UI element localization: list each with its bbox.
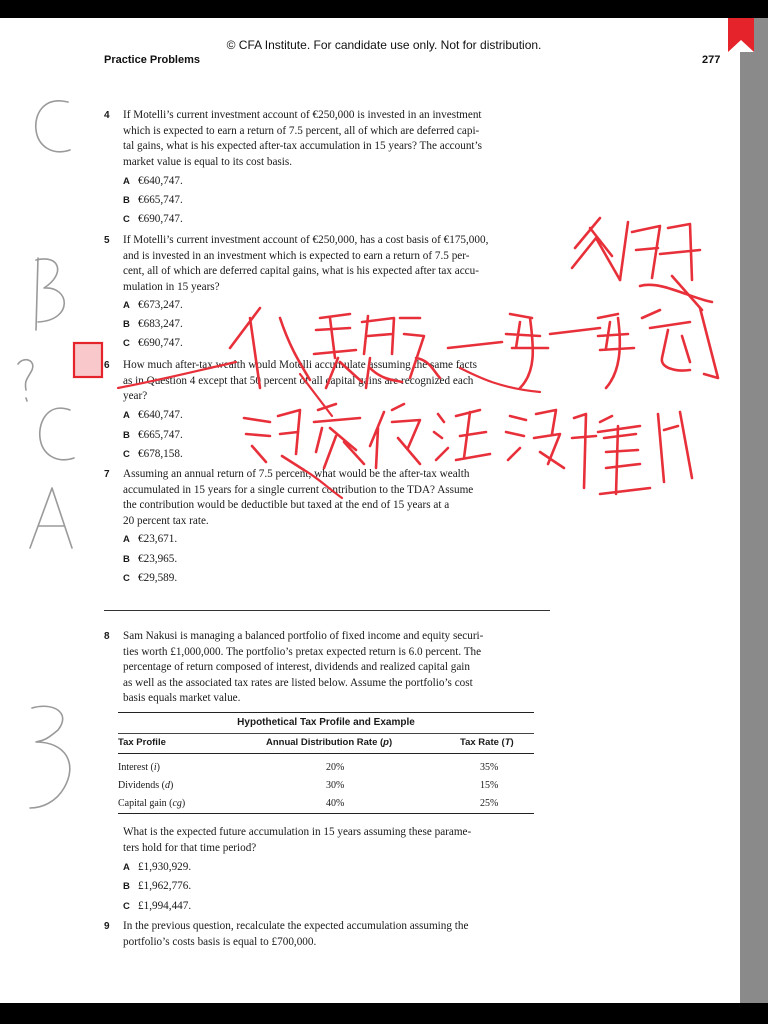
page-edge-gutter (740, 18, 768, 1003)
option-letter: B (123, 554, 130, 565)
question-number: 5 (104, 235, 110, 246)
stem-line: Assuming an annual return of 7.5 percent, what would be the after-tax wealth (123, 468, 470, 480)
question-stem (123, 233, 550, 295)
question-8 (104, 629, 550, 707)
option-c (123, 572, 177, 584)
option-text: €640,747. (138, 409, 183, 421)
stem-line: which is expected to earn a return of 7.5 percent, all of which are deferred capi- (123, 124, 480, 137)
question-6 (104, 358, 550, 405)
question-stem (123, 919, 550, 950)
document-page (0, 18, 740, 1003)
option-text: £1,994,447. (138, 900, 192, 912)
stem-line: 20 percent tax rate. (123, 514, 209, 527)
option-text: €23,671. (138, 533, 178, 545)
table-cell: 15% (480, 780, 499, 791)
margin-answer-a-q7 (30, 488, 72, 548)
table-header-tax-rate: Tax Rate (T) (460, 737, 514, 748)
option-letter: A (123, 176, 130, 187)
handwriting-line-1 (572, 218, 712, 310)
running-head: Practice Problems (104, 54, 200, 66)
table-cell: 35% (480, 762, 499, 773)
option-text: €690,747. (138, 337, 183, 349)
option-a (123, 409, 183, 421)
stem-line: In the previous question, recalculate the expected accumulation assuming the (123, 920, 469, 932)
option-letter: A (123, 534, 130, 545)
question-stem (123, 467, 550, 529)
option-a (123, 861, 191, 873)
option-letter: B (123, 881, 130, 892)
table-cell: 30% (326, 780, 345, 791)
margin-answer-c-q6 (40, 408, 74, 460)
stem-line: year? (123, 390, 148, 403)
stem-line: If Motelli’s current investment account of €250,000 is invested in an investment (123, 109, 482, 121)
option-a (123, 533, 177, 545)
question-stem (123, 108, 550, 170)
stem-line: tal gains, what is his expected after-tax accumulation in 15 years? The account’s (123, 140, 482, 153)
option-a (123, 175, 183, 187)
option-text: €678,158. (138, 448, 183, 460)
stem-line: as in Question 4 except that 50 percent of all capital gains are recognized each (123, 374, 474, 387)
option-text: £1,930,929. (138, 861, 192, 873)
top-bar (0, 0, 768, 18)
table-rule (118, 813, 534, 814)
option-text: €690,747. (138, 213, 183, 225)
option-text: €29,589. (138, 572, 178, 584)
stem-line: ties worth £1,000,000. The portfolio’s pretax expected return is 6.0 percent. The (123, 645, 482, 658)
margin-answer-b-q5 (36, 258, 64, 330)
option-text: €673,247. (138, 299, 183, 311)
stem-line: Sam Nakusi is managing a balanced portfolio of fixed income and equity securi- (123, 630, 484, 642)
question-7 (104, 467, 550, 529)
bottom-bar (0, 1003, 768, 1024)
option-letter: C (123, 449, 130, 460)
margin-answer-question-mark (18, 360, 33, 401)
stem-line: If Motelli’s current investment account of €250,000, has a cost basis of €175,000, (123, 234, 489, 246)
option-c (123, 900, 191, 912)
question-5 (104, 233, 550, 295)
section-divider (104, 610, 550, 611)
margin-answer-b-q8 (30, 706, 70, 808)
page-number: 277 (702, 54, 721, 66)
question-number: 9 (104, 921, 110, 932)
option-letter: C (123, 573, 130, 584)
stem-line: market value is equal to its cost basis. (123, 155, 293, 168)
option-letter: C (123, 901, 130, 912)
stem-line: ters hold for that time period? (123, 841, 257, 854)
copyright-notice: © CFA Institute. For candidate use only. Not for distribution. (226, 38, 542, 52)
option-letter: C (123, 214, 130, 225)
table-caption: Hypothetical Tax Profile and Example (237, 717, 415, 728)
option-letter: C (123, 338, 130, 349)
question-6-highlight-box (74, 343, 102, 377)
stem-line: the contribution would be deductible but taxed at the end of 15 years at a (123, 499, 450, 512)
question-stem (123, 358, 550, 405)
option-letter: A (123, 862, 130, 873)
table-cell: Dividends (d) (118, 780, 174, 791)
option-a (123, 299, 183, 311)
stem-line: cent, all of which are deferred capital gains, what is his expected after tax accu- (123, 265, 479, 278)
question-4 (104, 108, 550, 170)
stem-line: How much after-tax wealth would Motelli accumulate assuming the same facts (123, 359, 477, 371)
option-text: €640,747. (138, 175, 183, 187)
option-b (123, 429, 183, 441)
question-number: 4 (104, 110, 110, 121)
stem-line: basis equals market value. (123, 692, 241, 705)
option-text: €665,747. (138, 194, 183, 206)
stem-line: portfolio’s costs basis is equal to £700,000. (123, 935, 317, 948)
option-c (123, 337, 183, 349)
question-stem (123, 629, 550, 707)
option-text: £1,962,776. (138, 880, 192, 892)
bookmark-notch (728, 40, 754, 52)
table-cell: Capital gain (cg) (118, 798, 186, 809)
table-cell: Interest (i) (118, 762, 160, 773)
stem-line: percentage of return composed of interest, dividends and realized capital gain (123, 661, 470, 674)
table-rule (118, 753, 534, 754)
option-letter: B (123, 195, 130, 206)
stem-line: accumulated in 15 years for a single current contribution to the TDA? Assume (123, 483, 474, 496)
option-letter: A (123, 410, 130, 421)
table-rule (118, 712, 534, 713)
option-letter: A (123, 300, 130, 311)
stem-line: mulation in 15 years? (123, 280, 220, 293)
stem-line: What is the expected future accumulation in 15 years assuming these parame- (123, 826, 472, 838)
table-header-distribution-rate: Annual Distribution Rate (p) (266, 737, 393, 748)
table-cell: 20% (326, 762, 345, 773)
option-b (123, 553, 177, 565)
option-b (123, 880, 191, 892)
question-stem (123, 825, 550, 856)
option-text: €683,247. (138, 318, 183, 330)
option-b (123, 318, 183, 330)
question-number: 8 (104, 631, 110, 642)
question-9 (104, 919, 550, 950)
question-8-followup (104, 825, 550, 856)
table-header-tax-profile: Tax Profile (118, 737, 166, 748)
option-c (123, 448, 183, 460)
option-c (123, 213, 183, 225)
table-rule (118, 733, 534, 734)
table-cell: 25% (480, 798, 499, 809)
option-letter: B (123, 430, 130, 441)
option-text: €23,965. (138, 553, 178, 565)
stem-line: as well as the associated tax rates are listed below. Assume the portfolio’s cost (123, 676, 473, 689)
table-cell: 40% (326, 798, 345, 809)
option-text: €665,747. (138, 429, 183, 441)
stem-line: and is invested in an investment which is expected to earn a return of 7.5 per- (123, 249, 470, 262)
question-number: 7 (104, 469, 110, 480)
option-b (123, 194, 183, 206)
option-letter: B (123, 319, 130, 330)
question-number: 6 (104, 360, 110, 371)
margin-answer-c-q4 (36, 101, 70, 152)
